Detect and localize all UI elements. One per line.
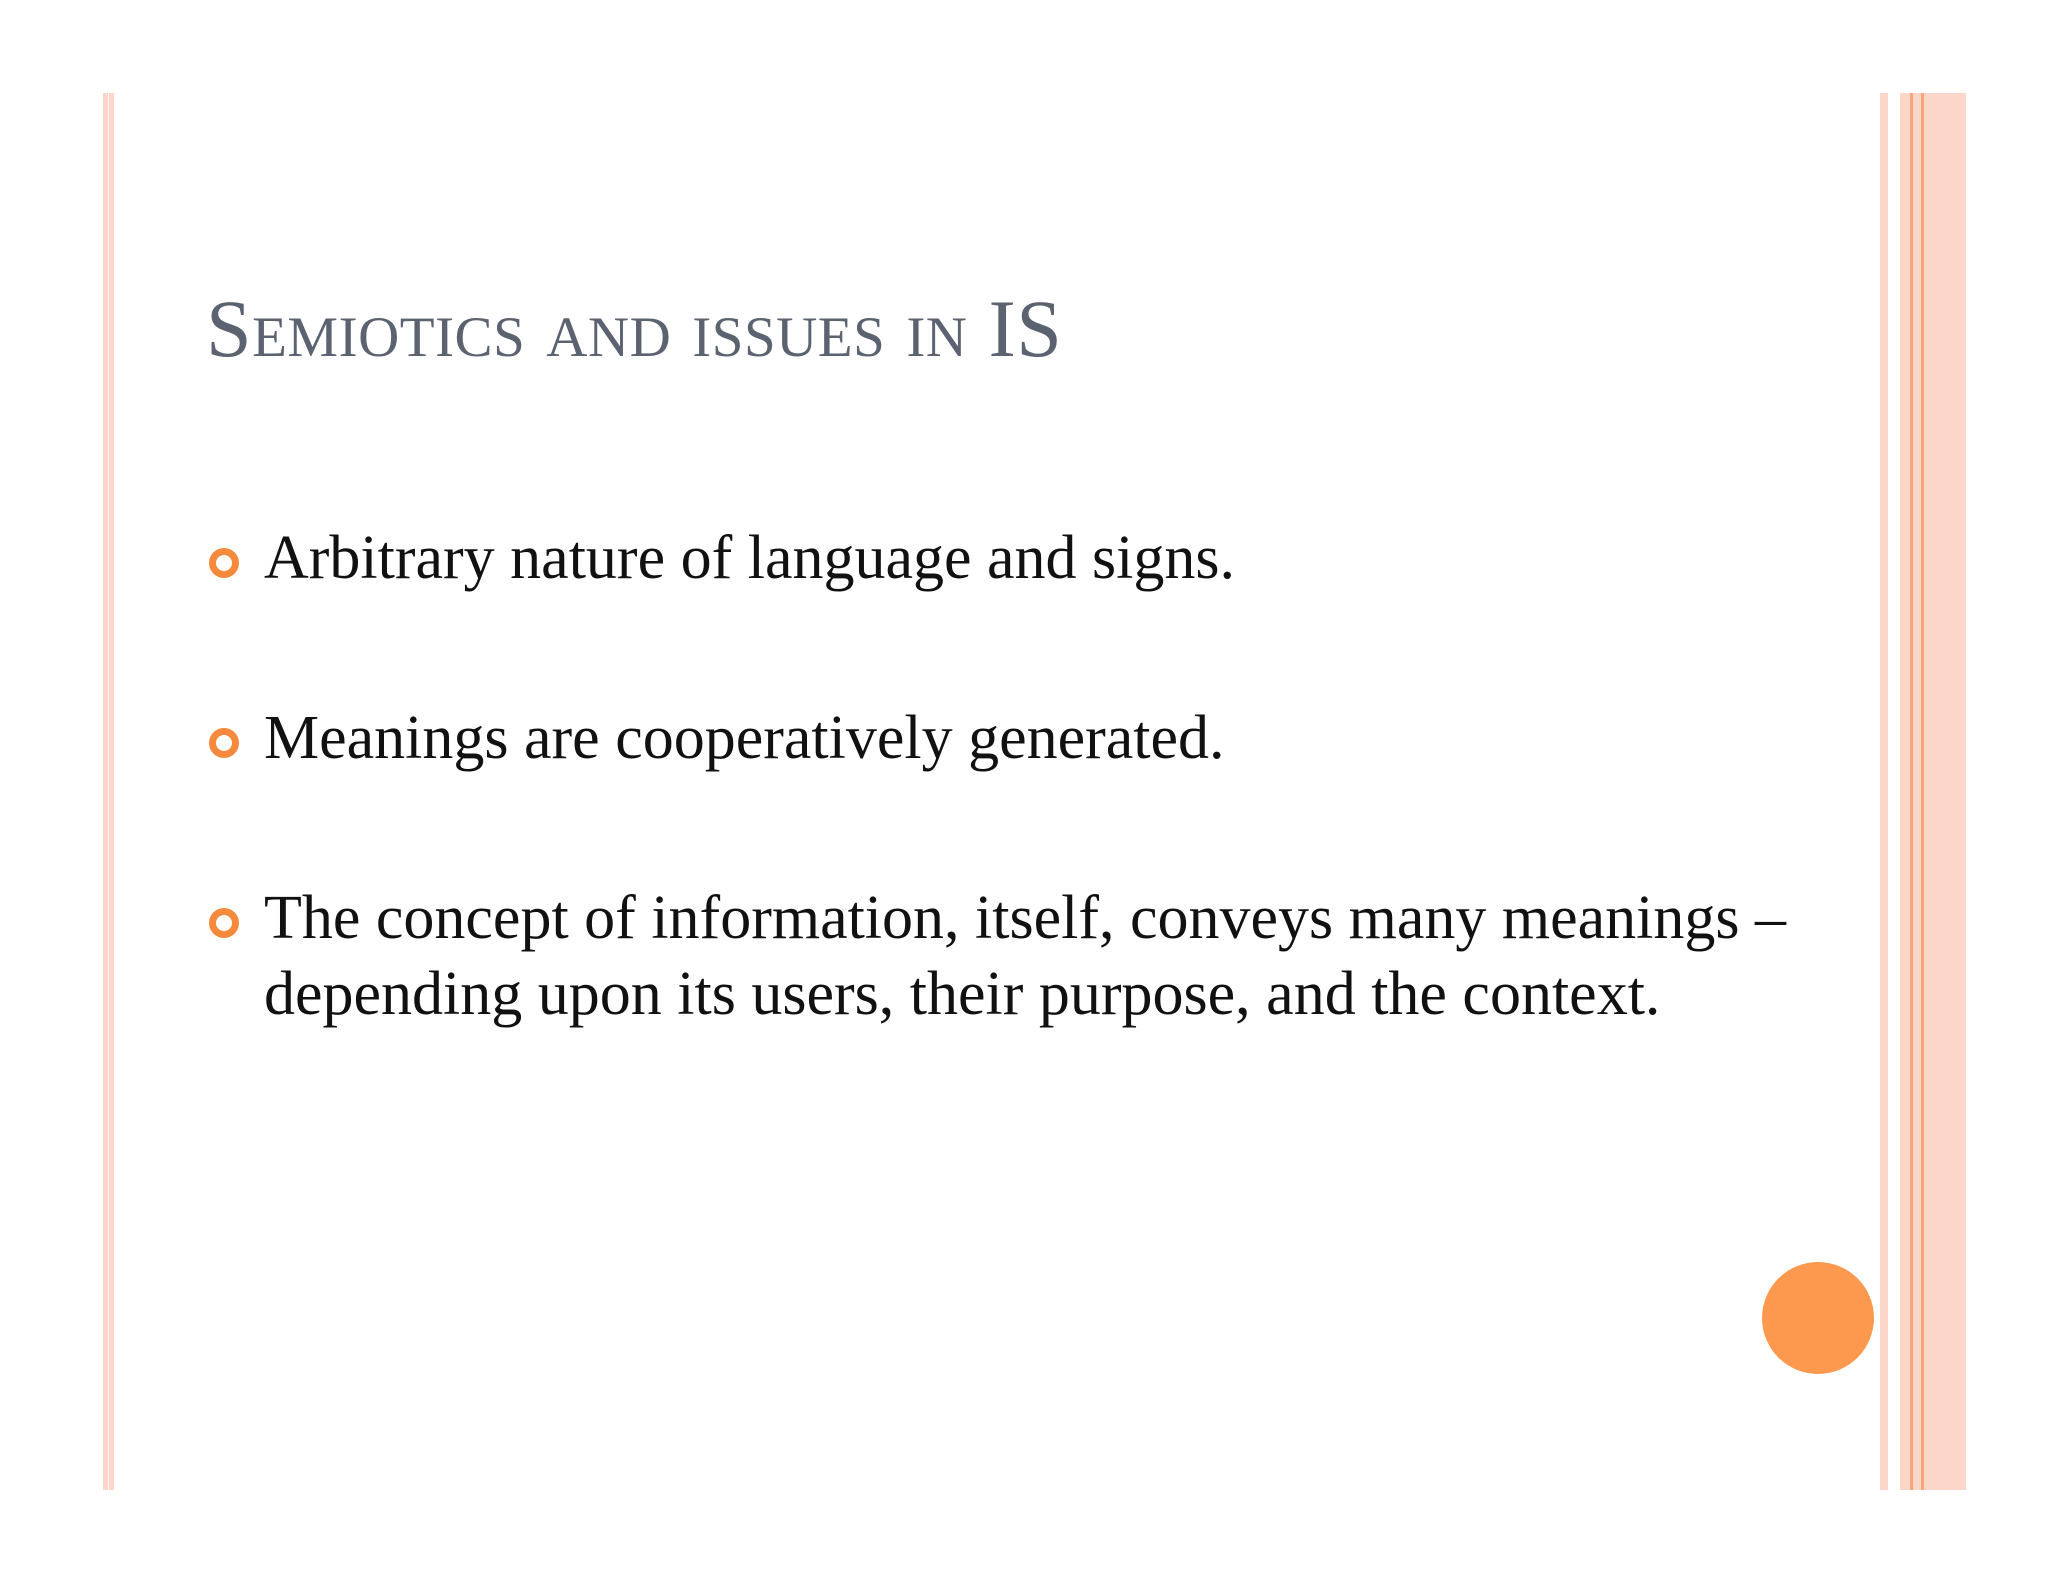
left-border-line <box>109 93 114 1490</box>
right-border-band <box>1913 93 1921 1490</box>
bullet-item <box>206 880 1826 1032</box>
bullet-item <box>206 700 1826 776</box>
bullet-circle-icon <box>209 548 239 578</box>
bullet-circle-icon <box>209 728 239 758</box>
left-border-line <box>103 93 108 1490</box>
bullet-item <box>206 520 1826 596</box>
right-border-line <box>1880 93 1888 1490</box>
slide-title: Semiotics and issues in IS <box>206 283 1063 374</box>
right-border-band <box>1900 93 1910 1490</box>
right-border-band <box>1924 93 1966 1490</box>
bullet-list <box>206 520 1826 1136</box>
bullet-text: The concept of information, itself, conveys many meanings – depending upon its users, their purpose, and the context. <box>264 884 1787 1028</box>
decorative-circle <box>1762 1262 1874 1374</box>
bullet-circle-icon <box>209 908 239 938</box>
bullet-text: Meanings are cooperatively generated. <box>264 704 1225 772</box>
bullet-text: Arbitrary nature of language and signs. <box>264 524 1236 592</box>
